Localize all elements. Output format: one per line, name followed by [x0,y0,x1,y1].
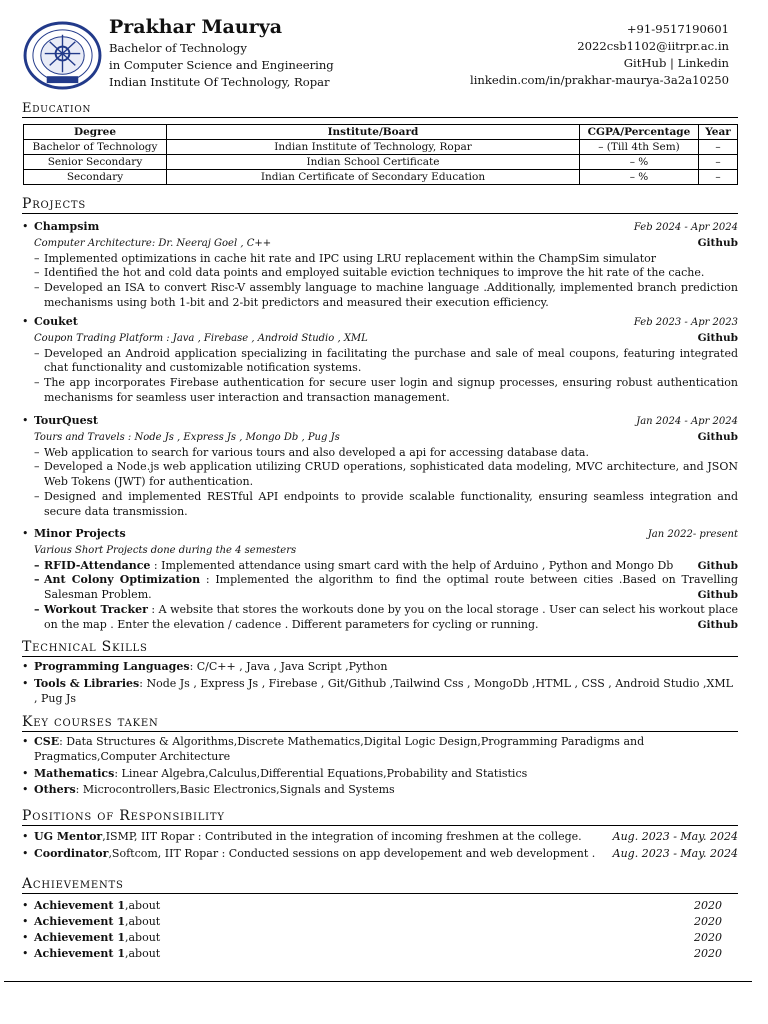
project-date: Jan 2022- present [647,529,738,540]
candidate-name: Prakhar Maurya [109,16,283,38]
minor-project-text: : Implemented the algorithm to find the optimal route between cities .Based on Travelling Salesman Problem. [44,573,739,602]
skills-list [22,660,738,706]
department-line: in Computer Science and Engineering [109,58,334,72]
table-cell: Indian School Certificate [167,155,580,170]
position-label: UG Mentor [34,830,103,843]
bullet-icon: • [22,735,29,748]
github-link[interactable]: Github [697,236,738,249]
bullet-icon: • [22,931,29,945]
course-value: : Data Structures & Algorithms,Discrete Mathematics,Digital Logic Design,Programming Paradigms and Pragmatics,Computer Architecture [34,735,645,763]
column-header: Degree [24,125,167,140]
position-text: ,Softcom, IIT Ropar : Conducted sessions on app developement and web development . [108,846,596,860]
github-link[interactable]: Github [697,559,738,572]
project-point: Identified the hot and cold data points and employed suitable eviction techniques to improve the hit rate of the cache. [44,266,705,280]
achievements-list [22,899,738,962]
bullet-icon: • [22,527,29,540]
achievement-text: ,about [125,915,161,929]
header-contact [470,21,729,89]
minor-project-text: : A website that stores the workouts done by you on the local storage . User can select his workout place on the map . Enter the elevation / cadence . Different parameters for cycling or running. [44,602,738,631]
table-cell: Indian Institute of Technology, Ropar [167,140,580,155]
table-cell: – (Till 4th Sem) [580,140,699,155]
bullet-icon: • [22,414,29,427]
achievements-heading: Achievements [22,876,738,894]
table-cell: Indian Certificate of Secondary Education [167,170,580,185]
project-subtitle: Various Short Projects done during the 4 semesters [34,544,297,556]
skill-label: Programming Languages [34,660,190,673]
footer-divider [4,981,752,982]
courses-heading: Key courses taken [22,714,738,732]
bullet-icon: • [22,947,29,961]
table-cell: – % [580,155,699,170]
course-label: CSE [34,735,60,748]
degree-line: Bachelor of Technology [109,41,247,55]
achievement-text: ,about [125,899,161,912]
achievement-year: 2020 [694,915,722,929]
table-header-row [24,125,738,140]
minor-project-name: RFID-Attendance [44,558,151,572]
course-label: Others [34,783,76,797]
table-cell: – [699,140,738,155]
project-date: Feb 2024 - Apr 2024 [633,222,738,233]
skill-label: Tools & Libraries [34,676,140,690]
column-header: Year [699,125,738,140]
achievement-label: Achievement 1 [34,947,125,961]
position-date: Aug. 2023 - May. 2024 [612,830,738,843]
positions-heading: Positions of Responsibility [22,808,738,826]
institute-line: Indian Institute Of Technology, Ropar [109,75,330,89]
achievement-label: Achievement 1 [34,931,125,945]
project-minor: • Minor Projects Jan 2022- present Various Short Projects done during the 4 semesters – RFID-Attendance : Implemented attendance using smart card with the help of Arduino , Python and Mongo Db Github – Ant Colony Optimization : Implemented the algorithm to find the optimal route between cities .Based on Travelling Salesman Problem. Github – Workout Tracker : A website that stores the workouts done by you on the local storage . User can select his workout place on the map . Enter the elevation / cadence . Different parameters for cycling or running. Github [22,527,739,631]
linkedin-link[interactable]: linkedin.com/in/prakhar-maurya-3a2a10250 [470,73,729,87]
github-link[interactable]: Github [697,331,738,344]
education-heading: Education [22,101,738,118]
minor-project-text: : Implemented attendance using smart card with the help of Arduino , Python and Mongo Db [153,558,674,572]
achievement-text: ,about [125,931,161,945]
table-row [24,140,738,155]
github-link[interactable]: Github [697,589,738,602]
project-subtitle: Computer Architecture: Dr. Neeraj Goel , C++ [34,237,272,249]
position-date: Aug. 2023 - May. 2024 [612,846,738,860]
column-header: CGPA/Percentage [580,125,699,140]
github-link[interactable]: Github [697,618,738,631]
github-link[interactable]: Github [697,430,738,443]
table-cell: – [699,170,738,185]
table-cell: Senior Secondary [24,155,167,170]
bullet-icon: • [22,676,29,690]
course-value: : Microcontrollers,Basic Electronics,Signals and Systems [75,783,395,797]
institute-logo-icon [23,21,102,90]
project-point: Developed a Node.js web application utilizing CRUD operations, sophisticated data modeling, MVC architecture, and JSON Web Tokens (JWT) for authentication. [44,460,738,489]
project-couket: • Couket Feb 2023 - Apr 2023 Coupon Trading Platform : Java , Firebase , Android Studio , XML Github – Developed an Android application specializing in facilitating the purchase and sale of meal coupons, featuring integrated chat functionality and customizable notification systems. – The app incorporates Firebase authentication for secure user login and signup processes, ensuring robust authentication mechanisms for seamless user interaction and transaction management. [22,315,738,404]
project-point: Implemented optimizations in cache hit rate and IPC using LRU replacement within the ChampSim simulator [44,251,657,265]
bullet-icon: • [22,899,29,912]
achievement-year: 2020 [694,947,722,961]
project-subtitle: Coupon Trading Platform : Java , Firebase , Android Studio , XML [34,332,368,344]
positions-list [22,830,738,862]
minor-project-name: Ant Colony Optimization [44,573,201,587]
achievement-year: 2020 [694,931,722,945]
project-title: Champsim [34,220,100,233]
bullet-icon: • [22,830,29,843]
projects-heading: Projects [22,196,738,214]
position-label: Coordinator [34,846,109,860]
table-cell: Bachelor of Technology [24,140,167,155]
table-row [24,155,738,170]
course-label: Mathematics [34,766,115,780]
project-champsim: • Champsim Feb 2024 - Apr 2024 Computer Architecture: Dr. Neeraj Goel , C++ Github – Implemented optimizations in cache hit rate and IPC using LRU replacement within the ChampSim simulator – Identified the hot and cold data points and employed suitable eviction techniques to improve the hit rate of the cache. – Developed an ISA to convert Risc-V assembly language to machine language .Additionally, implemented branch prediction mechanisms using both 1-bit and 2-bit predictors and measured their execution efficiency. [22,220,738,309]
project-title: TourQuest [34,414,98,427]
education-table [23,124,738,185]
email-link[interactable]: 2022csb1102@iitrpr.ac.in [577,39,729,53]
skill-value: : C/C++ , Java , Java Script ,Python [189,660,388,673]
skill-value: : Node Js , Express Js , Firebase , Git/Github ,Tailwind Css , MongoDb ,HTML , CSS , Android Studio ,XML , Pug Js [34,676,733,705]
header-left [109,14,334,91]
bullet-icon: • [22,783,29,797]
project-tourquest: • TourQuest Jan 2024 - Apr 2024 Tours and Travels : Node Js , Express Js , Mongo Db , Pug Js Github – Web application to search for various tours and also developed a api for accessing database data. – Developed a Node.js web application utilizing CRUD operations, sophisticated data modeling, MVC architecture, and JSON Web Tokens (JWT) for authentication. – Designed and implemented RESTful API endpoints to provide scalable functionality, ensuring seamless integration and secure data transmission. [22,414,738,518]
achievement-label: Achievement 1 [34,915,125,929]
achievement-label: Achievement 1 [34,899,125,912]
project-point: Designed and implemented RESTful API endpoints to provide scalable functionality, ensuring seamless integration and secure data transmission. [44,489,738,518]
achievement-year: 2020 [694,899,722,912]
table-cell: – [699,155,738,170]
bullet-icon: • [22,660,29,673]
bullet-icon: • [22,220,29,233]
project-subtitle: Tours and Travels : Node Js , Express Js , Mongo Db , Pug Js [34,431,340,443]
column-header: Institute/Board [167,125,580,140]
bullet-icon: • [22,315,29,328]
position-text: ,ISMP, IIT Ropar : Contributed in the integration of incoming freshmen at the college. [102,830,582,843]
skills-heading: Technical Skills [22,639,738,657]
project-point: Developed an Android application specializing in facilitating the purchase and sale of meal coupons, featuring integrated chat functionality and customizable notification systems. [44,346,738,375]
minor-project-name: Workout Tracker [44,602,148,616]
profile-links[interactable]: GitHub | Linkedin [623,56,729,70]
courses-list [22,735,738,798]
phone-number[interactable]: +91-9517190601 [626,22,729,36]
project-date: Feb 2023 - Apr 2023 [633,317,738,328]
project-point: The app incorporates Firebase authentication for secure user login and signup processes, ensuring robust authentication mechanisms for seamless user interaction and transaction management. [44,376,738,404]
table-row [24,170,738,185]
course-value: : Linear Algebra,Calculus,Differential Equations,Probability and Statistics [114,766,528,780]
table-cell: Secondary [24,170,167,185]
project-point: Developed an ISA to convert Risc-V assembly language to machine language .Additionally, implemented branch prediction mechanisms using both 1-bit and 2-bit predictors and measured their execution efficiency. [44,281,738,309]
table-cell: – % [580,170,699,185]
project-date: Jan 2024 - Apr 2024 [636,416,738,427]
bullet-icon: • [22,915,29,929]
achievement-text: ,about [125,947,161,961]
project-title: Couket [34,315,78,328]
bullet-icon: • [22,846,29,860]
project-title: Minor Projects [34,527,126,540]
project-point: Web application to search for various tours and also developed a api for accessing database data. [44,445,589,459]
bullet-icon: • [22,766,29,780]
